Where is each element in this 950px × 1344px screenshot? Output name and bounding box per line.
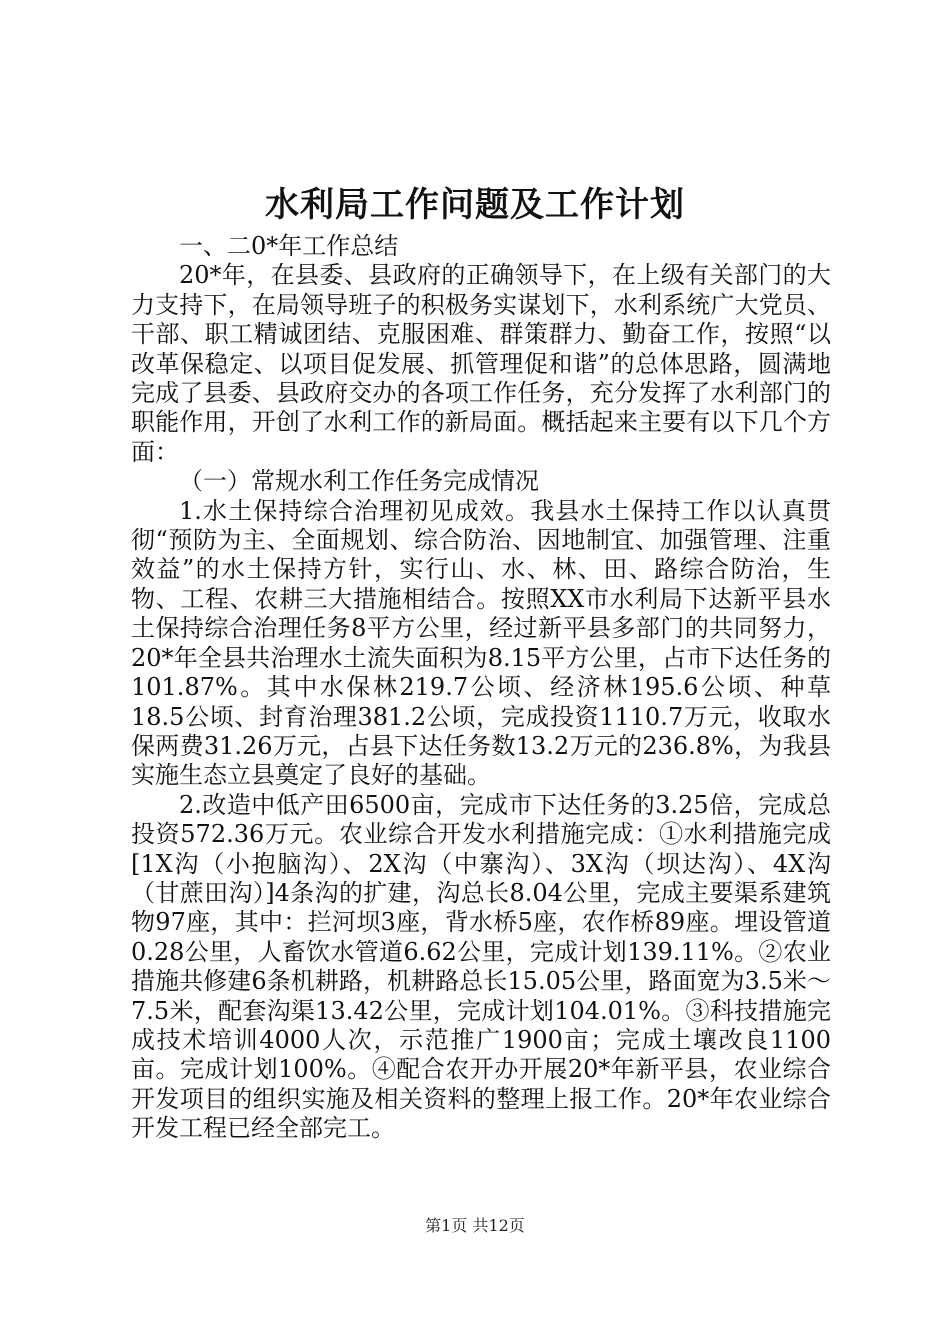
subsection-heading-routine-work: （一）常规水利工作任务完成情况 [179, 467, 539, 496]
page-footer: 第1页 共12页 [425, 1216, 525, 1235]
document-title: 水利局工作问题及工作计划 [265, 185, 685, 225]
paragraph-intro: 20*年，在县委、县政府的正确领导下，在上级有关部门的大力支持下，在局领导班子的积极务实谋划下，水利系统广大党员、干部、职工精诚团结、克服困难、群策群力、勤奋工作，按照“以改革保稳定、以项目促发展、抓管理促和谐”的总体思路，圆满地完成了县委、县政府交办的各项工作任务，充分发挥了水利部门的职能作用，开创了水利工作的新局面。概括起来主要有以下几个方面： [131, 261, 831, 466]
document-body [131, 232, 831, 1144]
paragraph-soil-conservation: 1.水土保持综合治理初见成效。我县水土保持工作以认真贯彻“预防为主、全面规划、综合防治、因地制宜、加强管理、注重效益”的水土保持方针，实行山、水、林、田、路综合防治，生物、工程、农耕三大措施相结合。按照XX市水利局下达新平县水土保持综合治理任务8平方公里，经过新平县多部门的共同努力，20*年全县共治理水土流失面积为8.15平方公里，占市下达任务的101.87%。其中水保林219.7公顷、经济林195.6公顷、种草18.5公顷、封育治理381.2公顷，完成投资1110.7万元，收取水保两费31.26万元，占县下达任务数13.2万元的236.8%，为我县实施生态立县奠定了良好的基础。 [131, 496, 831, 790]
section-heading-summary: 一、二0*年工作总结 [179, 232, 399, 260]
paragraph-farmland-renovation: 2.改造中低产田6500亩，完成市下达任务的3.25倍，完成总投资572.36万元。农业综合开发水利措施完成：①水利措施完成[1X沟（小抱脑沟）、2X沟（中寨沟）、3X沟（坝达沟）、4X沟（甘蔗田沟）]4条沟的扩建，沟总长8.04公里，完成主要渠系建筑物97座，其中：拦河坝3座，背水桥5座，农作桥89座。埋设管道0.28公里，人畜饮水管道6.62公里，完成计划139.11%。②农业措施共修建6条机耕路，机耕路总长15.05公里，路面宽为3.5米～7.5米，配套沟渠13.42公里，完成计划104.01%。③科技措施完成技术培训4000人次，示范推广1900亩；完成土壤改良1100亩。完成计划100%。④配合农开办开展20*年新平县，农业综合开发项目的组织实施及相关资料的整理上报工作。20*年农业综合开发工程已经全部完工。 [131, 790, 831, 1143]
